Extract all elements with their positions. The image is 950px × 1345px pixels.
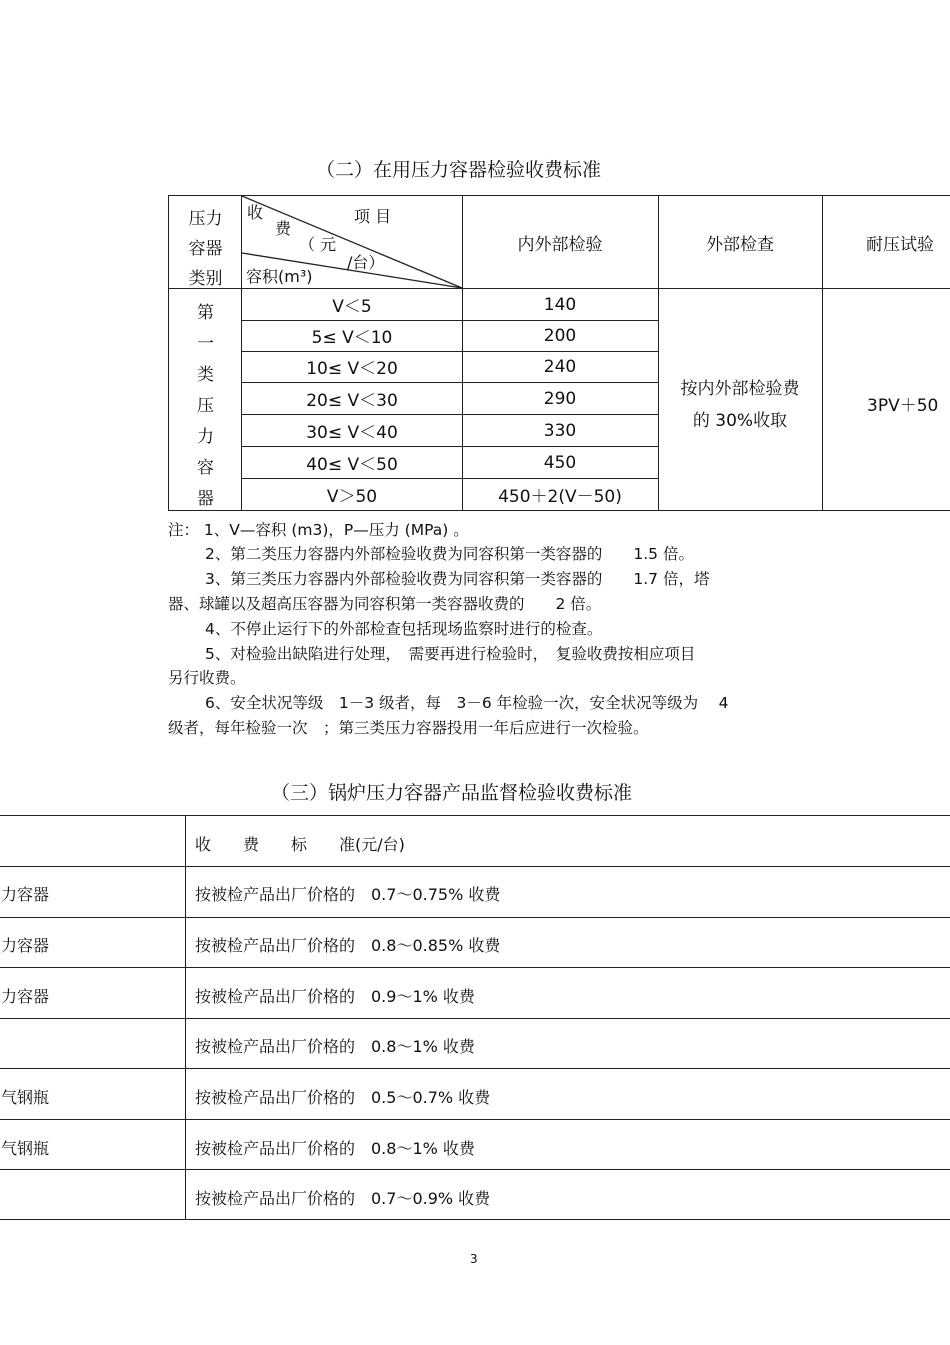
header-category-line2: 容器 (188, 239, 223, 259)
note-line: 注： 1、V—容积 (m3)，P—压力 (MPa) 。 (168, 521, 469, 539)
fee-cell: 按被检产品出厂价格的 0.7～0.75% 收费 (195, 885, 501, 904)
volume-cell: 20≤ V＜30 (306, 391, 398, 411)
fee-cell: 450＋2(V－50) (498, 487, 622, 507)
pressure-test-fee: 3PV＋50 (867, 396, 939, 416)
header-inner-outer: 内外部检验 (517, 234, 603, 255)
item-cell: 力容器 (1, 987, 50, 1006)
volume-cell: V＜5 (332, 297, 372, 317)
fee-cell: 200 (543, 325, 577, 346)
volume-cell: 10≤ V＜20 (306, 359, 398, 379)
section2-title: （二）在用压力容器检验收费标准 (316, 159, 602, 181)
category-char: 类 (197, 365, 214, 385)
external-fee-line1: 按内外部检验费 (680, 379, 800, 399)
note-line: 器、球罐以及超高压容器为同容积第一类容器收费的 2 倍。 (168, 595, 602, 613)
fee-cell: 330 (543, 420, 577, 441)
fee-cell: 按被检产品出厂价格的 0.8～0.85% 收费 (195, 936, 501, 955)
diag-tai: /台） (347, 253, 385, 272)
note-line: 3、第三类压力容器内外部检验收费为同容积第一类容器的 1.7 倍，塔 (205, 570, 710, 588)
fee-cell: 450 (543, 452, 577, 473)
fee-cell: 按被检产品出厂价格的 0.8～1% 收费 (195, 1037, 475, 1056)
fee-cell: 290 (543, 388, 577, 409)
category-char: 一 (197, 334, 214, 354)
external-fee-line2: 的 30%收取 (692, 411, 788, 431)
note-line: 6、安全状况等级 1－3 级者，每 3－6 年检验一次，安全状况等级为 4 (205, 694, 729, 712)
category-char: 压 (197, 396, 214, 416)
fee-cell: 140 (543, 294, 577, 315)
volume-cell: 30≤ V＜40 (306, 423, 398, 443)
item-cell: 力容器 (1, 936, 50, 955)
category-char: 第 (197, 303, 214, 323)
fee-cell: 按被检产品出厂价格的 0.7～0.9% 收费 (195, 1189, 491, 1208)
header-category-line1: 压力 (188, 209, 223, 229)
header-external: 外部检查 (706, 234, 774, 255)
category-char: 力 (197, 427, 214, 447)
diag-shou: 收 (247, 203, 264, 222)
category-char: 器 (197, 489, 214, 509)
inspection-fee-table (168, 195, 950, 511)
fee-cell: 按被检产品出厂价格的 0.9～1% 收费 (195, 987, 475, 1006)
diag-fei: 费 (275, 219, 292, 238)
section3-title: （三）锅炉压力容器产品监督检验收费标准 (271, 782, 633, 804)
fee-cell: 按被检产品出厂价格的 0.5～0.7% 收费 (195, 1088, 491, 1107)
diag-yuan: （ 元 (299, 235, 337, 254)
diag-volume: 容积(m³) (246, 267, 313, 286)
page-number: 3 (470, 1252, 478, 1266)
volume-cell: 5≤ V＜10 (311, 328, 393, 348)
note-line: 级者，每年检验一次 ；第三类压力容器投用一年后应进行一次检验。 (168, 719, 649, 737)
note-line: 4、不停止运行下的外部检查包括现场监察时进行的检查。 (205, 620, 603, 638)
volume-cell: V＞50 (326, 487, 378, 507)
category-char: 容 (197, 458, 214, 478)
fee-cell: 按被检产品出厂价格的 0.8～1% 收费 (195, 1139, 475, 1158)
table2-header: 收 费 标 准(元/台) (195, 835, 405, 854)
note-line: 5、对检验出缺陷进行处理， 需要再进行检验时， 复验收费按相应项目 (205, 645, 696, 663)
item-cell: 气钢瓶 (1, 1139, 50, 1158)
volume-cell: 40≤ V＜50 (306, 455, 398, 475)
fee-cell: 240 (543, 356, 577, 377)
header-category-line3: 类别 (188, 269, 223, 289)
item-cell: 气钢瓶 (1, 1088, 50, 1107)
diag-xiangmu: 项 目 (354, 207, 392, 226)
note-line: 另行收费。 (168, 669, 246, 687)
item-cell: 力容器 (1, 885, 50, 904)
header-pressure-test: 耐压试验 (866, 234, 934, 255)
note-line: 2、第二类压力容器内外部检验收费为同容积第一类容器的 1.5 倍。 (205, 545, 694, 563)
